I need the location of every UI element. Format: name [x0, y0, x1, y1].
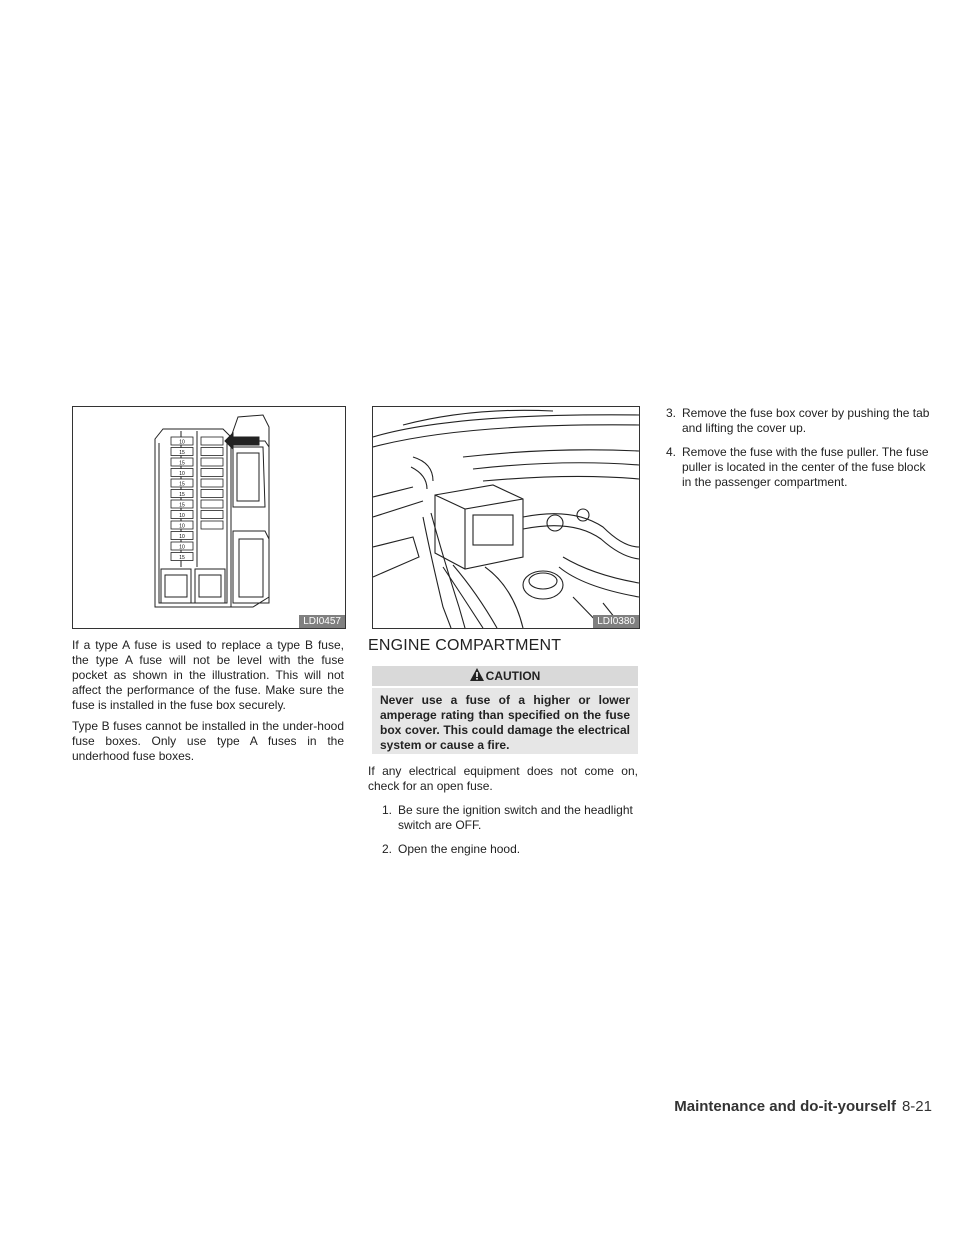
type-a-fuse-paragraph: If a type A fuse is used to replace a type B fuse, the type A fuse will not be level with the fuse pocket as shown in the illustration. This will not affect the performance of the fuse. Make sure the fuse is installed in the fuse box securely. — [72, 638, 344, 712]
step-number: 4. — [666, 445, 677, 459]
fuse-rating-label: 10 — [179, 534, 185, 540]
fuse-slot — [201, 511, 223, 519]
fuse-slot — [201, 500, 223, 508]
fuse-rating-label: 10 — [179, 544, 185, 551]
step-number: 1. — [382, 803, 393, 817]
fuse-rating-label: 15 — [179, 502, 185, 509]
step-number: 2. — [382, 842, 393, 856]
step-3 — [666, 406, 936, 436]
step-text: Remove the fuse box cover by pushing the tab and lifting the cover up. — [682, 406, 930, 435]
fuse-rating-label: 15 — [179, 481, 185, 488]
step-text: Open the engine hood. — [398, 842, 521, 856]
fuse-slot — [201, 521, 223, 529]
warning-triangle-icon — [470, 667, 484, 687]
fuse-slot — [201, 458, 223, 466]
fuse-rating-label: 15 — [179, 460, 185, 467]
section-name: Maintenance and do-it-yourself — [674, 1098, 896, 1115]
page-number: 8-21 — [901, 1098, 932, 1115]
type-b-fuse-paragraph: Type B fuses cannot be installed in the under-hood fuse boxes. Only use type A fuses in the underhood fuse boxes. — [72, 719, 344, 763]
fuse-slot — [201, 479, 223, 487]
fuse-rating-label: 10 — [179, 471, 185, 477]
fuse-slot — [201, 437, 223, 445]
step-number: 3. — [666, 406, 677, 420]
fuse-box-illustration — [72, 406, 346, 629]
fuse-rating-label: 10 — [179, 523, 185, 530]
engine-bay-drawing — [373, 407, 639, 628]
fuse-box-drawing — [73, 407, 345, 628]
step-1 — [382, 803, 638, 833]
step-text: Be sure the ignition switch and the headlight switch are OFF. — [398, 803, 633, 832]
step-text: Remove the fuse with the fuse puller. The fuse puller is located in the center of the fuse block in the passenger compartment. — [682, 445, 929, 489]
step-4 — [666, 445, 936, 490]
fuse-rating-label: 15 — [179, 492, 185, 498]
fuse-rating-label: 15 — [179, 450, 185, 456]
figure-code: LDI0457 — [299, 615, 345, 628]
caution-title: CAUTION — [485, 669, 541, 683]
open-fuse-intro: If any electrical equipment does not come on, check for an open fuse. — [368, 764, 638, 793]
caution-text: Never use a fuse of a higher or lower amperage rating than specified on the fuse box cover. This could damage the electrical system or cause a fire. — [372, 688, 638, 754]
figure-code: LDI0380 — [593, 615, 639, 628]
fuse-slot — [201, 490, 223, 498]
caution-header — [372, 666, 638, 686]
fuse-rating-label: 15 — [179, 555, 185, 561]
step-2 — [382, 842, 638, 857]
fuse-slot — [201, 469, 223, 477]
page-footer — [674, 1098, 932, 1115]
fuse-rating-label: 10 — [179, 439, 185, 446]
fuse-rating-label: 10 — [179, 513, 185, 519]
fuse-slot — [201, 448, 223, 456]
section-heading: ENGINE COMPARTMENT — [368, 637, 562, 654]
engine-compartment-illustration — [372, 406, 640, 629]
